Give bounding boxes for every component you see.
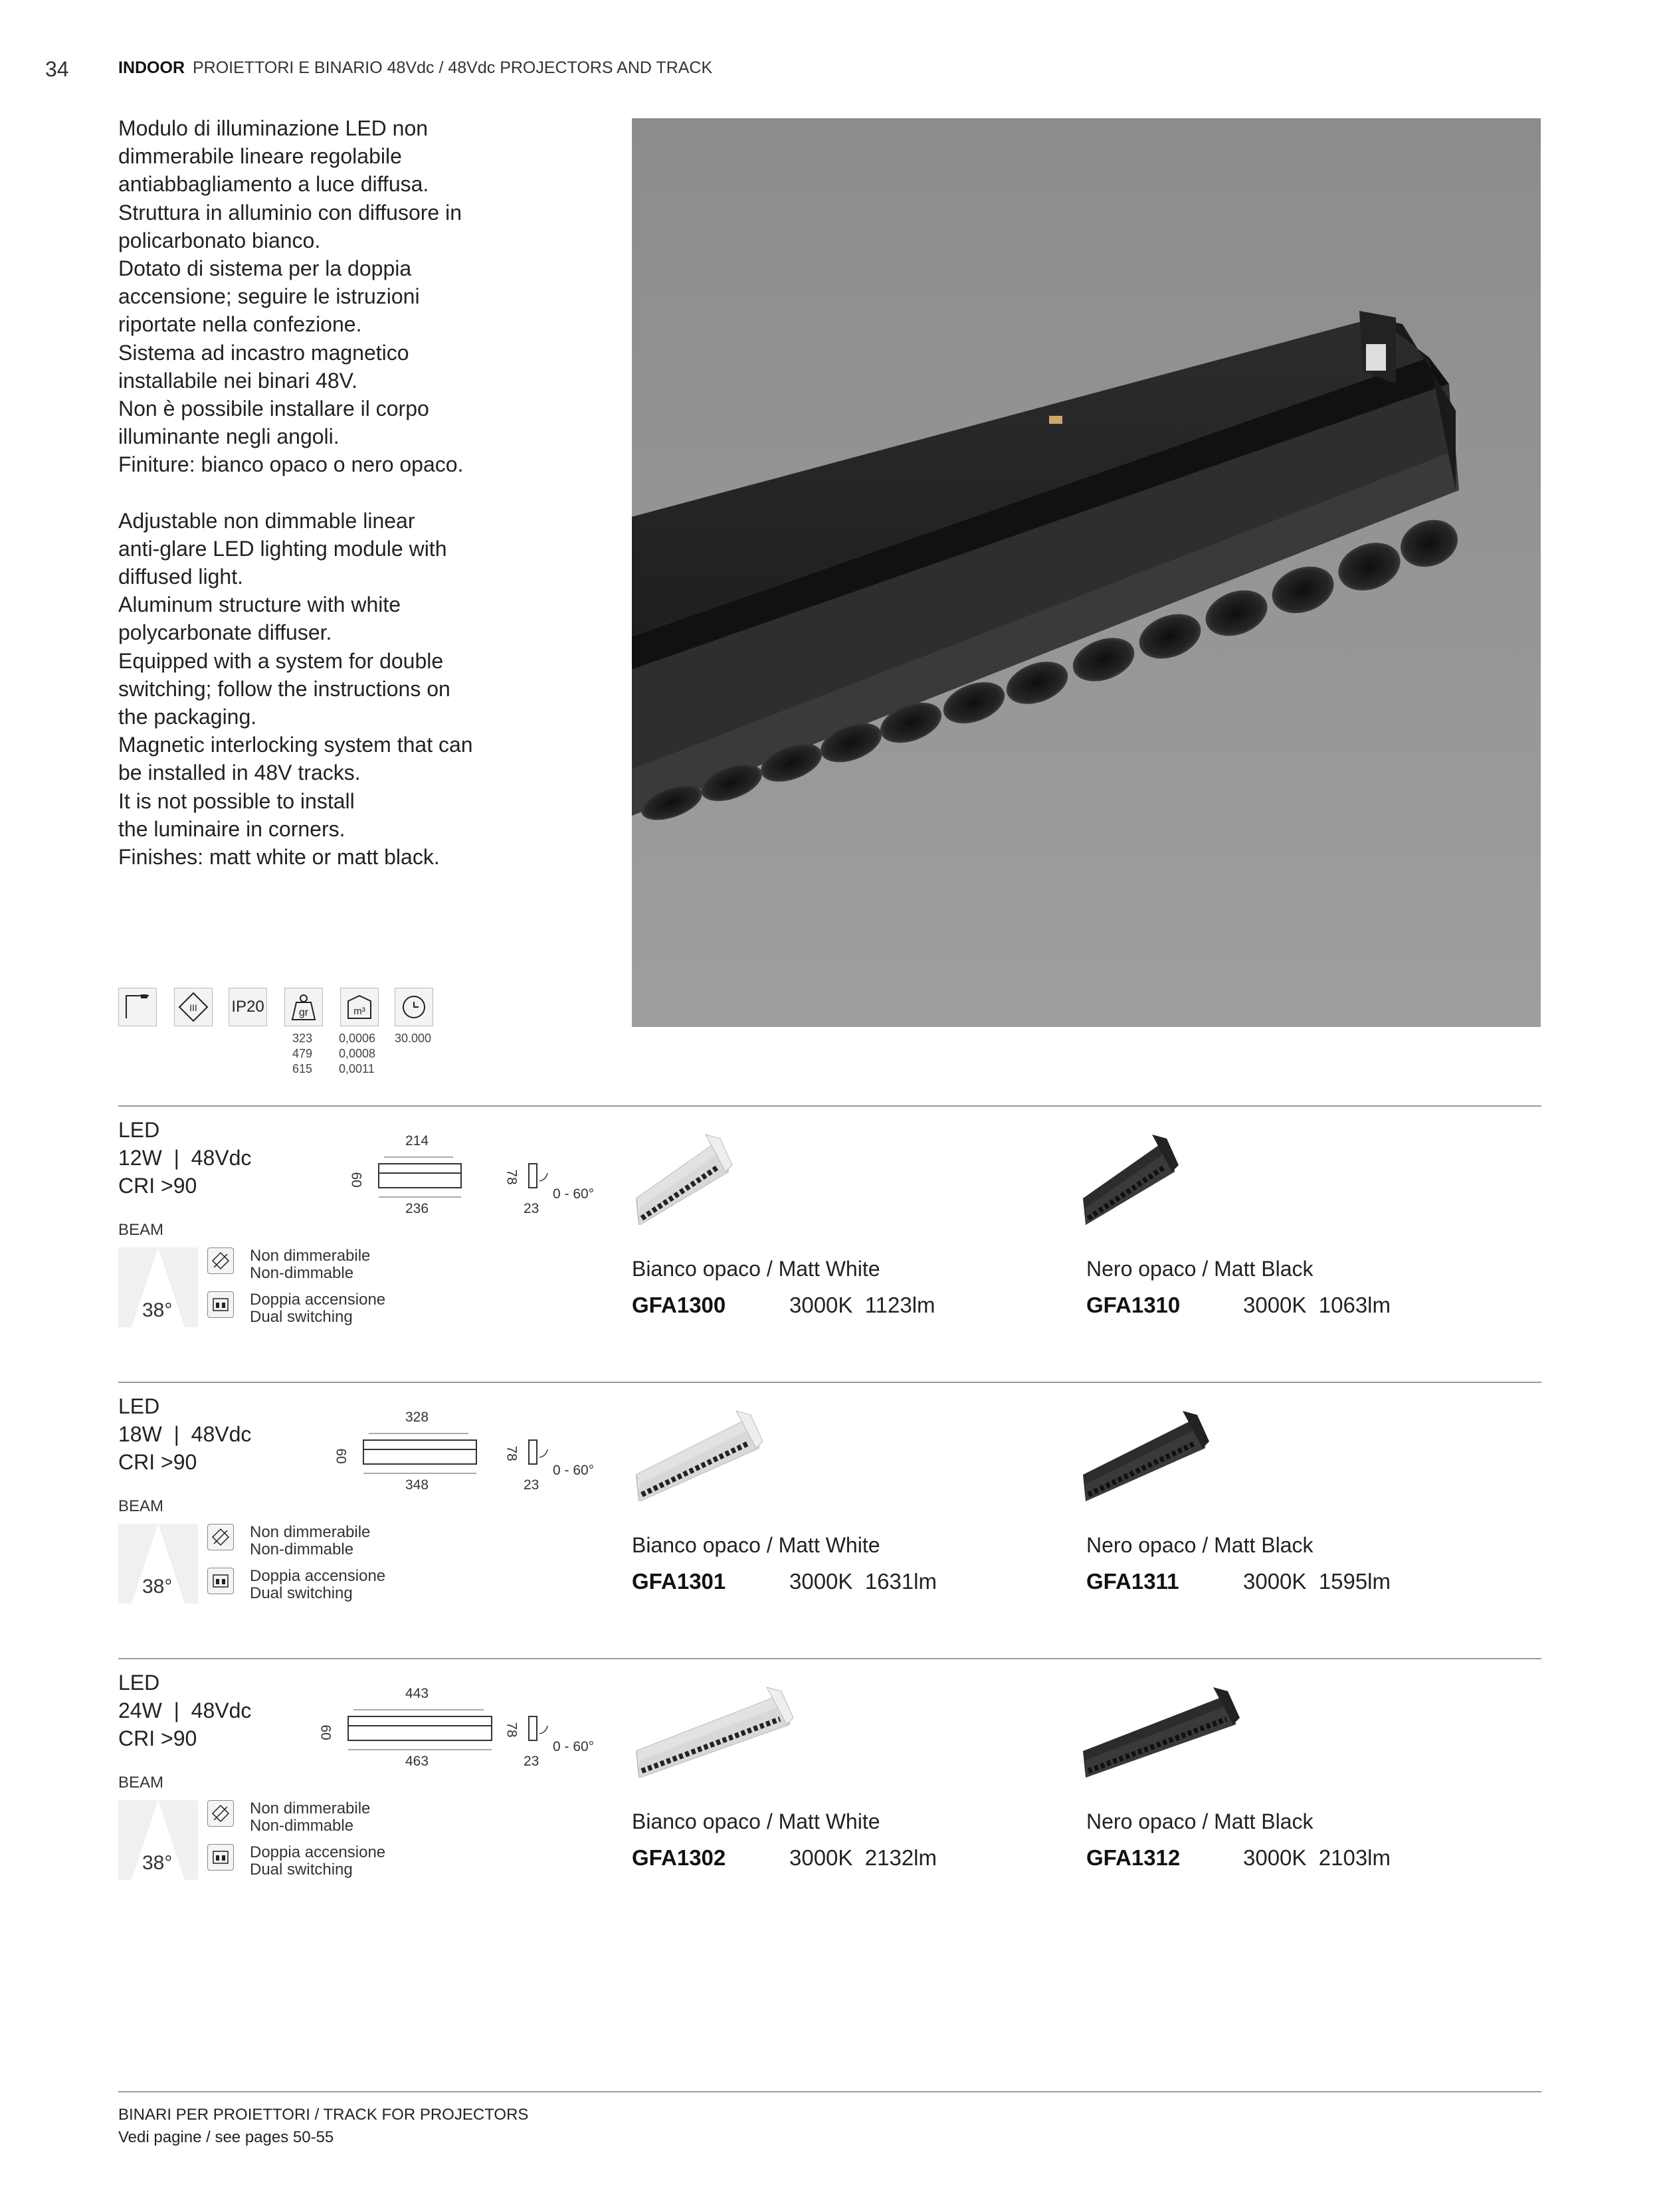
svg-text:gr: gr (298, 1007, 309, 1018)
dual-switching-label (250, 1568, 385, 1602)
ip-rating-badge: IP20 (229, 988, 267, 1026)
cri-value: CRI >90 (118, 1174, 197, 1198)
dual-switching-it: Doppia accensione (250, 1291, 386, 1309)
tilt-range: 0 - 60° (553, 1739, 595, 1754)
class-iii-icon (174, 988, 213, 1026)
spec-block (118, 1116, 251, 1200)
description-line: Finishes: matt white or matt black. (118, 845, 440, 870)
white-finish-label: Bianco opaco / Matt White (632, 1809, 880, 1833)
lifetime-clock-icon (395, 988, 433, 1026)
hero-fixture-illustration (632, 118, 1541, 1027)
black-product-code: GFA1311 (1086, 1569, 1179, 1594)
weight-value: 323 (292, 1032, 313, 1045)
non-dimmable-en: Non-dimmable (250, 1264, 354, 1282)
dual-switching-en: Dual switching (250, 1308, 353, 1326)
footer-track-reference: BINARI PER PROIETTORI / TRACK FOR PROJECTORS (118, 2106, 529, 2124)
black-cct-lumens: 3000K 2103lm (1243, 1845, 1391, 1870)
non-dimmable-it: Non dimmerabile (250, 1247, 371, 1265)
svg-text:III: III (189, 1002, 197, 1013)
volume-value: 0,0011 (339, 1062, 375, 1075)
dimension-drawing (355, 1423, 495, 1486)
footer-divider (118, 2091, 1541, 2092)
description-line: polycarbonate diffuser. (118, 620, 332, 645)
running-header (118, 58, 712, 78)
white-finish-label: Bianco opaco / Matt White (632, 1533, 880, 1557)
dual-switching-icon (207, 1568, 234, 1594)
dimension-inner-length: 214 (405, 1133, 429, 1149)
dimension-side-height: 78 (504, 1722, 520, 1738)
section-label: INDOOR (118, 58, 185, 77)
dimension-height: 60 (348, 1172, 364, 1188)
dimension-side-height: 78 (504, 1169, 520, 1185)
tilt-range: 0 - 60° (553, 1186, 595, 1202)
beam-label: BEAM (118, 1221, 164, 1239)
volume-value: 0,0008 (339, 1047, 376, 1060)
description-line: Modulo di illuminazione LED non (118, 116, 429, 140)
dimension-side-width: 23 (524, 1754, 539, 1769)
dual-switching-icon (207, 1844, 234, 1871)
dimension-outer-length: 348 (405, 1477, 429, 1493)
description-line: the packaging. (118, 705, 257, 729)
non-dimmable-it: Non dimmerabile (250, 1799, 371, 1817)
dual-switching-it: Doppia accensione (250, 1843, 386, 1861)
description-line: Struttura in alluminio con diffusore in (118, 200, 462, 225)
description-line: Adjustable non dimmable linear (118, 508, 415, 533)
black-fixture-image (1076, 1402, 1229, 1505)
power-voltage: 24W | 48Vdc (118, 1699, 252, 1722)
dimension-drawing (340, 1699, 510, 1762)
dual-switching-icon (207, 1291, 234, 1318)
section-divider (118, 1658, 1541, 1659)
non-dimmable-it: Non dimmerabile (250, 1523, 371, 1541)
side-profile-icon (525, 1161, 551, 1198)
dimension-drawing (371, 1147, 480, 1210)
description-line: illuminante negli angoli. (118, 424, 340, 449)
beam-label: BEAM (118, 1497, 164, 1515)
light-source: LED (118, 1394, 160, 1418)
black-finish-label: Nero opaco / Matt Black (1086, 1533, 1314, 1557)
description-line: installabile nei binari 48V. (118, 368, 357, 393)
beam-label: BEAM (118, 1774, 164, 1792)
description-line: Equipped with a system for double (118, 648, 444, 673)
volume-icon (340, 988, 379, 1026)
dual-switching-label (250, 1844, 385, 1879)
tilt-range: 0 - 60° (553, 1463, 595, 1478)
non-dimmable-icon (207, 1800, 234, 1827)
description-line: policarbonato bianco. (118, 228, 321, 252)
power-voltage: 12W | 48Vdc (118, 1146, 252, 1170)
weight-value: 479 (292, 1047, 313, 1060)
white-fixture-image (630, 1402, 783, 1505)
white-cct-lumens: 3000K 2132lm (789, 1845, 937, 1870)
description-line: Dotato di sistema per la doppia (118, 256, 412, 281)
dual-switching-en: Dual switching (250, 1861, 353, 1879)
beam-angle: 38° (142, 1576, 173, 1598)
weight-icon (284, 988, 323, 1026)
description-italian (118, 114, 517, 479)
non-dimmable-en: Non-dimmable (250, 1540, 354, 1558)
power-voltage: 18W | 48Vdc (118, 1422, 252, 1446)
dimension-side-width: 23 (524, 1201, 539, 1216)
track-mount-icon (118, 988, 157, 1026)
side-profile-icon (525, 1714, 551, 1750)
white-product-code: GFA1301 (632, 1569, 726, 1594)
weight-values (292, 1031, 312, 1077)
white-cct-lumens: 3000K 1631lm (789, 1569, 937, 1594)
dimension-side-height: 78 (504, 1445, 520, 1461)
volume-value: 0,0006 (339, 1032, 376, 1045)
black-product-code: GFA1312 (1086, 1845, 1181, 1870)
description-line: anti-glare LED lighting module with (118, 536, 447, 561)
dimension-outer-length: 463 (405, 1754, 429, 1769)
white-cct-lumens: 3000K 1123lm (789, 1293, 935, 1317)
dual-switching-it: Doppia accensione (250, 1567, 386, 1585)
section-divider (118, 1382, 1541, 1383)
black-fixture-image (1076, 1125, 1199, 1228)
white-finish-label: Bianco opaco / Matt White (632, 1257, 880, 1281)
white-fixture-image (630, 1125, 752, 1228)
description-english (118, 507, 517, 872)
description-line: antiabbagliamento a luce diffusa. (118, 172, 429, 197)
side-profile-icon (525, 1437, 551, 1474)
non-dimmable-en: Non-dimmable (250, 1817, 354, 1835)
black-cct-lumens: 3000K 1063lm (1243, 1293, 1391, 1317)
dimension-outer-length: 236 (405, 1201, 429, 1216)
description-line: switching; follow the instructions on (118, 676, 450, 701)
footer-page-reference: Vedi pagine / see pages 50-55 (118, 2128, 334, 2146)
description-line: It is not possible to install (118, 788, 355, 813)
white-product-code: GFA1302 (632, 1845, 726, 1870)
non-dimmable-icon (207, 1247, 234, 1274)
description-line: Finiture: bianco opaco o nero opaco. (118, 452, 464, 477)
light-source: LED (118, 1671, 160, 1695)
description-line: be installed in 48V tracks. (118, 761, 361, 785)
description-line: diffused light. (118, 565, 243, 589)
description-line: accensione; seguire le istruzioni (118, 284, 420, 309)
header-subtitle: PROIETTORI E BINARIO 48Vdc / 48Vdc PROJECTORS AND TRACK (193, 58, 713, 77)
section-divider (118, 1105, 1541, 1107)
spec-block (118, 1669, 251, 1752)
non-dimmable-label (250, 1247, 370, 1282)
description-line: Magnetic interlocking system that can (118, 733, 473, 757)
light-source: LED (118, 1118, 160, 1142)
dimension-inner-length: 443 (405, 1686, 429, 1701)
black-fixture-image (1076, 1678, 1260, 1781)
black-cct-lumens: 3000K 1595lm (1243, 1569, 1391, 1594)
description-line: Aluminum structure with white (118, 593, 401, 617)
weight-value: 615 (292, 1062, 313, 1075)
black-finish-label: Nero opaco / Matt Black (1086, 1257, 1314, 1281)
black-finish-label: Nero opaco / Matt Black (1086, 1809, 1314, 1833)
lifetime-value: 30.000 (395, 1032, 432, 1045)
dual-switching-en: Dual switching (250, 1584, 353, 1602)
dimension-side-width: 23 (524, 1477, 539, 1493)
page-number: 34 (45, 57, 69, 81)
non-dimmable-label (250, 1800, 370, 1835)
description-line: Sistema ad incastro magnetico (118, 340, 409, 365)
dual-switching-label (250, 1291, 385, 1326)
product-hero-image (632, 118, 1541, 1027)
non-dimmable-icon (207, 1524, 234, 1550)
svg-text:m³: m³ (353, 1006, 365, 1017)
description-line: Non è possibile installare il corpo (118, 397, 429, 421)
cri-value: CRI >90 (118, 1450, 197, 1474)
description-line: dimmerabile lineare regolabile (118, 144, 402, 169)
dimension-height: 60 (318, 1724, 334, 1740)
non-dimmable-label (250, 1524, 370, 1558)
dimension-height: 60 (333, 1448, 349, 1464)
product-description (118, 114, 517, 871)
volume-values (339, 1031, 375, 1077)
description-line: the luminaire in corners. (118, 816, 345, 841)
spec-block (118, 1392, 251, 1476)
dimension-inner-length: 328 (405, 1410, 429, 1425)
beam-angle: 38° (142, 1852, 173, 1874)
cri-value: CRI >90 (118, 1726, 197, 1750)
beam-angle: 38° (142, 1299, 173, 1321)
description-line: riportate nella confezione. (118, 312, 362, 337)
white-fixture-image (630, 1678, 813, 1781)
black-product-code: GFA1310 (1086, 1293, 1181, 1317)
white-product-code: GFA1300 (632, 1293, 726, 1317)
